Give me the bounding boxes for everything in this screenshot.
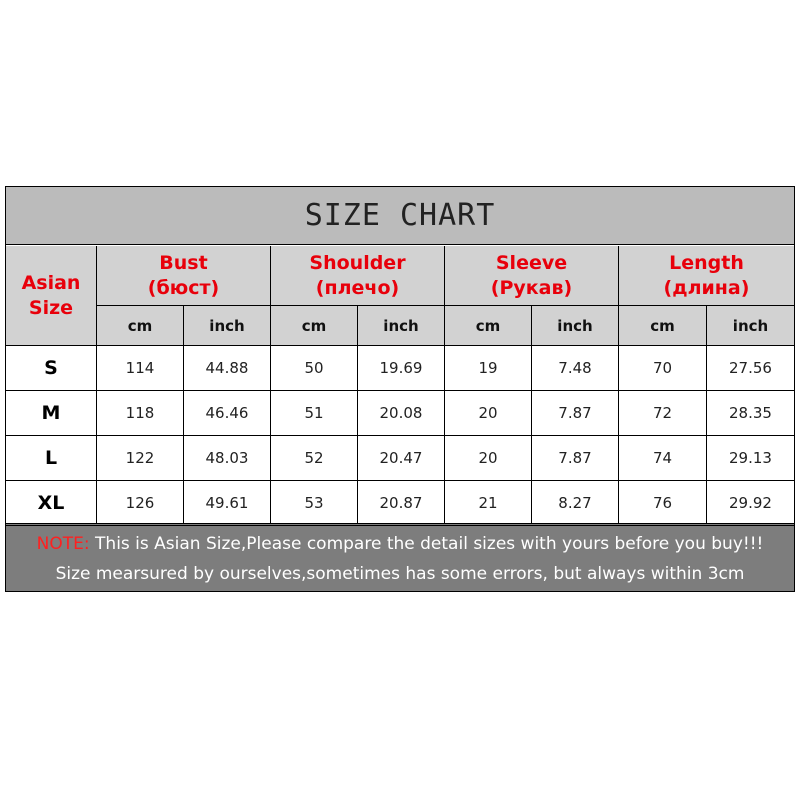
grid-line bbox=[96, 246, 97, 523]
table-cell: 122 bbox=[125, 449, 155, 467]
table-cell: 126 bbox=[125, 494, 155, 512]
unit-inch: inch bbox=[184, 306, 270, 346]
table-cell: 118 bbox=[125, 404, 155, 422]
table-cell: 20.87 bbox=[379, 494, 423, 512]
unit-cm: cm bbox=[97, 306, 183, 346]
group-label: Shoulder bbox=[309, 251, 406, 274]
table-cell: 52 bbox=[304, 449, 324, 467]
group-header-length bbox=[619, 246, 794, 305]
size-chart-table bbox=[5, 186, 795, 592]
grid-line bbox=[706, 305, 707, 523]
notes-panel bbox=[6, 523, 794, 591]
size-column-header bbox=[6, 246, 96, 346]
grid-line bbox=[618, 246, 619, 523]
table-cell: 76 bbox=[652, 494, 673, 512]
group-header-bust bbox=[97, 246, 270, 305]
table-cell: 19 bbox=[478, 359, 498, 377]
table-cell: 29.92 bbox=[729, 494, 772, 512]
size-label: M bbox=[41, 402, 61, 424]
chart-title: SIZE CHART bbox=[6, 187, 794, 245]
table-cell: 51 bbox=[304, 404, 324, 422]
grid-line bbox=[183, 305, 184, 523]
grid-line bbox=[531, 305, 532, 523]
grid-line bbox=[6, 525, 794, 526]
unit-inch: inch bbox=[707, 306, 794, 346]
group-sublabel: (плечо) bbox=[315, 276, 400, 299]
grid-line bbox=[270, 246, 271, 523]
table-cell: 21 bbox=[478, 494, 498, 512]
group-sublabel: (бюст) bbox=[147, 276, 220, 299]
grid-line bbox=[357, 305, 358, 523]
unit-cm: cm bbox=[619, 306, 706, 346]
group-label: Bust bbox=[159, 251, 208, 274]
group-header-shoulder bbox=[271, 246, 444, 305]
group-label: Length bbox=[669, 251, 744, 274]
table-cell: 53 bbox=[304, 494, 324, 512]
group-header-sleeve bbox=[445, 246, 618, 305]
table-cell: 20.47 bbox=[379, 449, 423, 467]
table-cell: 28.35 bbox=[729, 404, 772, 422]
group-sublabel: (Рукав) bbox=[490, 276, 573, 299]
table-cell: 19.69 bbox=[379, 359, 423, 377]
table-cell: 20 bbox=[478, 404, 498, 422]
table-cell: 46.46 bbox=[205, 404, 249, 422]
grid-line bbox=[444, 246, 445, 523]
group-sublabel: (длина) bbox=[663, 276, 750, 299]
table-cell: 70 bbox=[652, 359, 673, 377]
note-line-2: Size mearsured by ourselves,sometimes has some errors, but always within 3cm bbox=[55, 564, 745, 584]
size-label: L bbox=[44, 447, 58, 469]
table-cell: 29.13 bbox=[729, 449, 772, 467]
table-cell: 8.27 bbox=[558, 494, 592, 512]
unit-cm: cm bbox=[271, 306, 357, 346]
size-label: XL bbox=[37, 492, 65, 514]
table-cell: 7.87 bbox=[558, 449, 592, 467]
unit-inch: inch bbox=[358, 306, 444, 346]
unit-cm: cm bbox=[445, 306, 531, 346]
size-label: S bbox=[44, 357, 58, 379]
note-text-1: This is Asian Size,Please compare the detail sizes with yours before you buy!!! bbox=[95, 534, 764, 554]
table-cell: 48.03 bbox=[205, 449, 249, 467]
table-cell: 20 bbox=[478, 449, 498, 467]
table-cell: 20.08 bbox=[379, 404, 423, 422]
table-cell: 114 bbox=[125, 359, 155, 377]
table-cell: 72 bbox=[652, 404, 673, 422]
size-header-line-2: Size bbox=[28, 297, 74, 319]
note-prefix: NOTE: bbox=[36, 534, 96, 554]
table-cell: 44.88 bbox=[205, 359, 249, 377]
table-cell: 7.87 bbox=[558, 404, 592, 422]
size-header-line-1: Asian bbox=[21, 272, 81, 294]
note-line-1 bbox=[6, 534, 794, 554]
group-label: Sleeve bbox=[495, 251, 568, 274]
table-cell: 7.48 bbox=[558, 359, 592, 377]
table-cell: 49.61 bbox=[205, 494, 249, 512]
table-cell: 27.56 bbox=[729, 359, 772, 377]
grid-line bbox=[97, 305, 794, 306]
unit-inch: inch bbox=[532, 306, 618, 346]
table-cell: 74 bbox=[652, 449, 673, 467]
table-cell: 50 bbox=[304, 359, 324, 377]
